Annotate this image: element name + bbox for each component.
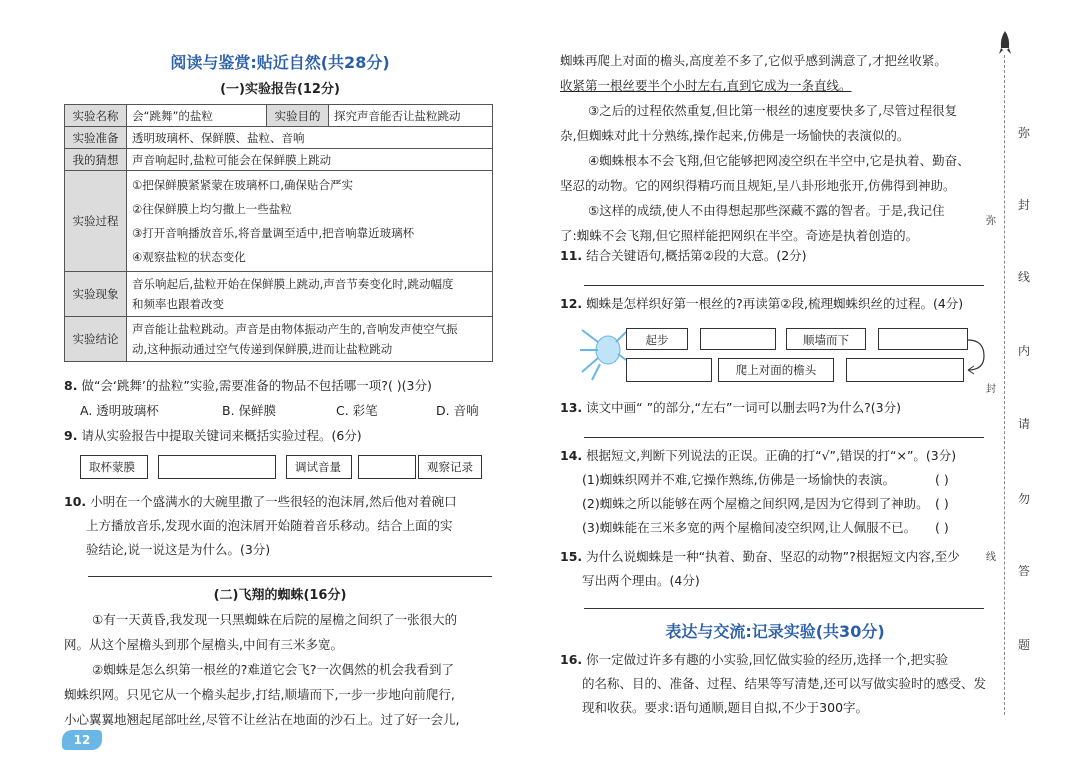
subsection-title-spider: (二)飞翔的蜘蛛(16分) bbox=[213, 588, 347, 603]
q13-number: 13. bbox=[560, 400, 583, 415]
story-line: 蜘蛛再爬上对面的檐头,高度差不多了,它似乎感到满意了,才把丝收紧。 bbox=[560, 53, 947, 68]
story-line: ④蜘蛛根本不会飞翔,但它能够把网凌空织在半空中,它是执着、勤奋、 bbox=[588, 153, 970, 168]
q14-text: 根据短文,判断下列说法的正误。正确的打“√”,错误的打“×”。(3分) bbox=[586, 448, 957, 463]
q10-line: 上方播放音乐,发现水面的泡沫屑开始随着音乐移动。结合上面的实 bbox=[86, 518, 453, 533]
answer-line[interactable] bbox=[584, 437, 984, 438]
q14-item-2: (2)蜘蛛之所以能够在两个屋檐之间织网,是因为它得到了神助。 bbox=[582, 496, 929, 511]
story-line: ⑤这样的成绩,使人不由得想起那些深藏不露的智者。于是,我记住 bbox=[588, 203, 945, 218]
report-phenomenon-label: 实验现象 bbox=[65, 272, 127, 317]
report-conclusion-label: 实验结论 bbox=[65, 317, 127, 362]
flow-box-blank[interactable] bbox=[626, 358, 712, 382]
report-name-label: 实验名称 bbox=[65, 105, 127, 127]
margin-char: 请 bbox=[1018, 417, 1031, 431]
story-line: ②蜘蛛是怎么织第一根丝的?难道它会飞?一次偶然的机会我看到了 bbox=[92, 662, 454, 677]
story-line: 了:蜘蛛不会飞翔,但它照样能把网织在半空。奇迹是执着创造的。 bbox=[560, 228, 919, 243]
flow-box-blank[interactable] bbox=[700, 328, 776, 350]
report-guess-value: 声音响起时,盐粒可能会在保鲜膜上跳动 bbox=[127, 149, 493, 171]
report-phenomenon-value bbox=[127, 272, 493, 317]
report-prep-value: 透明玻璃杯、保鲜膜、盐粒、音响 bbox=[127, 127, 493, 149]
q16-number: 16. bbox=[560, 652, 583, 667]
margin-char: 封 bbox=[1018, 198, 1031, 212]
q9-box: 观察记录 bbox=[418, 455, 482, 479]
story-line: ③之后的过程依然重复,但比第一根丝的速度要快多了,尽管过程很复 bbox=[588, 103, 958, 118]
experiment-report-table bbox=[64, 104, 493, 362]
q9-number: 9. bbox=[64, 428, 78, 443]
spider-icon bbox=[578, 320, 628, 382]
q8-option-c[interactable]: C. 彩笔 bbox=[336, 403, 378, 418]
q14-answer-3[interactable]: ( ) bbox=[935, 520, 949, 535]
q9-box-blank[interactable] bbox=[158, 455, 276, 479]
q14-answer-2[interactable]: ( ) bbox=[935, 496, 949, 511]
story-line-underlined: 收紧第一根丝要半个小时左右,直到它成为一条直线。 bbox=[560, 78, 852, 93]
subsection-title-report: (一)实验报告(12分) bbox=[220, 82, 340, 97]
q9-box-blank[interactable] bbox=[358, 455, 416, 479]
q9-text: 请从实验报告中提取关键词来概括实验过程。(6分) bbox=[81, 428, 362, 443]
question-8 bbox=[64, 378, 432, 394]
q8-text: 做“会‘跳舞’的盐粒”实验,需要准备的物品不包括哪一项?( )(3分) bbox=[81, 378, 432, 393]
q9-box: 调试音量 bbox=[286, 455, 352, 479]
process-step: ③打开音响播放音乐,将音量调至适中,把音响靠近玻璃杯 bbox=[132, 226, 415, 240]
margin-char: 弥 bbox=[1018, 126, 1031, 140]
report-name-value: 会“跳舞”的盐粒 bbox=[127, 105, 267, 127]
q14-item-1: (1)蜘蛛织网并不难,它操作熟练,仿佛是一场愉快的表演。 bbox=[582, 472, 896, 487]
report-purpose-value: 探究声音能否让盐粒跳动 bbox=[329, 105, 493, 127]
q11-text: 结合关键语句,概括第②段的大意。(2分) bbox=[586, 248, 807, 263]
question-13 bbox=[560, 400, 901, 416]
story-line: 蜘蛛织网。只见它从一个檐头起步,打结,顺墙而下,一步一步地向前爬行, bbox=[64, 687, 455, 702]
q14-item-3: (3)蜘蛛能在三米多宽的两个屋檐间凌空织网,让人佩服不已。 bbox=[582, 520, 917, 535]
q8-option-a[interactable]: A. 透明玻璃杯 bbox=[80, 403, 159, 418]
margin-char: 题 bbox=[1018, 638, 1031, 652]
q13-text: 读文中画“ ”的部分,“左右”一词可以删去吗?为什么?(3分) bbox=[586, 400, 901, 415]
flow-box-blank[interactable] bbox=[846, 358, 964, 382]
margin-small-char: 封 bbox=[986, 380, 996, 395]
q8-option-b[interactable]: B. 保鲜膜 bbox=[222, 403, 277, 418]
flow-box: 起步 bbox=[626, 328, 688, 350]
section-title-expression: 表达与交流:记录实验(共30分) bbox=[665, 622, 885, 641]
flow-box: 爬上对面的檐头 bbox=[718, 358, 834, 382]
flow-return-arrow bbox=[960, 330, 990, 380]
conclusion-line: 动,这种振动通过空气传递到保鲜膜,进而让盐粒跳动 bbox=[132, 342, 393, 356]
flow-box-blank[interactable] bbox=[878, 328, 968, 350]
story-right bbox=[560, 48, 970, 248]
q16-line: 你一定做过许多有趣的小实验,回忆做实验的经历,选择一个,把实验 bbox=[586, 652, 949, 667]
question-12 bbox=[560, 296, 963, 312]
story-line: 杂,但蜘蛛对此十分熟练,操作起来,仿佛是一场愉快的表演似的。 bbox=[560, 128, 910, 143]
question-14 bbox=[560, 448, 956, 464]
story-line: 坚忍的动物。它的网织得精巧而且规矩,呈八卦形地张开,仿佛得到神助。 bbox=[560, 178, 956, 193]
margin-small-char: 线 bbox=[986, 548, 996, 563]
story-left bbox=[64, 607, 459, 732]
margin-small-char: 弥 bbox=[986, 212, 996, 227]
answer-line[interactable] bbox=[88, 576, 492, 577]
q10-number: 10. bbox=[64, 494, 87, 509]
report-process-value bbox=[127, 171, 493, 272]
story-line: 网。从这个屋檐头到那个屋檐头,中间有三米多宽。 bbox=[64, 637, 343, 652]
q10-line: 小明在一个盛满水的大碗里撒了一些很轻的泡沫屑,然后他对着碗口 bbox=[90, 494, 457, 509]
q14-answer-1[interactable]: ( ) bbox=[935, 472, 949, 487]
report-guess-label: 我的猜想 bbox=[65, 149, 127, 171]
section-title-reading: 阅读与鉴赏:贴近自然(共28分) bbox=[170, 53, 390, 72]
margin-char: 勿 bbox=[1018, 492, 1031, 506]
q11-number: 11. bbox=[560, 248, 583, 263]
q15-line: 写出两个理由。(4分) bbox=[582, 573, 700, 588]
question-9 bbox=[64, 428, 362, 444]
report-process-label: 实验过程 bbox=[65, 171, 127, 272]
answer-line[interactable] bbox=[584, 608, 984, 609]
conclusion-line: 声音能让盐粒跳动。声音是由物体振动产生的,音响发声使空气振 bbox=[132, 322, 458, 336]
q15-line: 为什么说蜘蛛是一种“执着、勤奋、坚忍的动物”?根据短文内容,至少 bbox=[586, 549, 960, 564]
question-10 bbox=[64, 490, 457, 562]
margin-char: 答 bbox=[1018, 564, 1031, 578]
q8-option-d[interactable]: D. 音响 bbox=[436, 403, 479, 418]
q12-text: 蜘蛛是怎样织好第一根丝的?再读第②段,梳理蜘蛛织丝的过程。(4分) bbox=[586, 296, 964, 311]
process-step: ②往保鲜膜上均匀撒上一些盐粒 bbox=[132, 202, 292, 216]
process-step: ①把保鲜膜紧紧蒙在玻璃杯口,确保贴合严实 bbox=[132, 178, 353, 192]
q12-number: 12. bbox=[560, 296, 583, 311]
q8-number: 8. bbox=[64, 378, 78, 393]
q10-line: 验结论,说一说这是为什么。(3分) bbox=[86, 542, 271, 557]
phenomenon-line: 音乐响起后,盐粒开始在保鲜膜上跳动,声音节奏变化时,跳动幅度 bbox=[132, 277, 454, 291]
q16-line: 的名称、目的、准备、过程、结果等写清楚,还可以写做实验时的感受、发 bbox=[582, 676, 986, 691]
answer-line[interactable] bbox=[584, 285, 984, 286]
question-16 bbox=[560, 648, 986, 720]
process-step: ④观察盐粒的状态变化 bbox=[132, 250, 246, 264]
report-conclusion-value bbox=[127, 317, 493, 362]
q15-number: 15. bbox=[560, 549, 583, 564]
q16-line: 现和收获。要求:语句通顺,题目自拟,不少于300字。 bbox=[582, 700, 869, 715]
margin-char: 线 bbox=[1018, 270, 1031, 284]
question-15 bbox=[560, 545, 960, 593]
rocket-icon bbox=[998, 30, 1012, 56]
phenomenon-line: 和频率也跟着改变 bbox=[132, 297, 224, 311]
story-line: 小心翼翼地翘起尾部吐丝,尽管不让丝沾在地面的沙石上。过了好一会儿, bbox=[64, 712, 460, 727]
report-purpose-label: 实验目的 bbox=[267, 105, 329, 127]
story-line: ①有一天黄昏,我发现一只黑蜘蛛在后院的屋檐之间织了一张很大的 bbox=[92, 612, 458, 627]
report-prep-label: 实验准备 bbox=[65, 127, 127, 149]
q9-box: 取杯蒙膜 bbox=[80, 455, 148, 479]
flow-box: 顺墙而下 bbox=[786, 328, 866, 350]
question-11 bbox=[560, 248, 807, 264]
q14-number: 14. bbox=[560, 448, 583, 463]
page-number: 12 bbox=[62, 730, 102, 750]
seal-dashed-line bbox=[1004, 55, 1005, 715]
margin-char: 内 bbox=[1018, 344, 1031, 358]
